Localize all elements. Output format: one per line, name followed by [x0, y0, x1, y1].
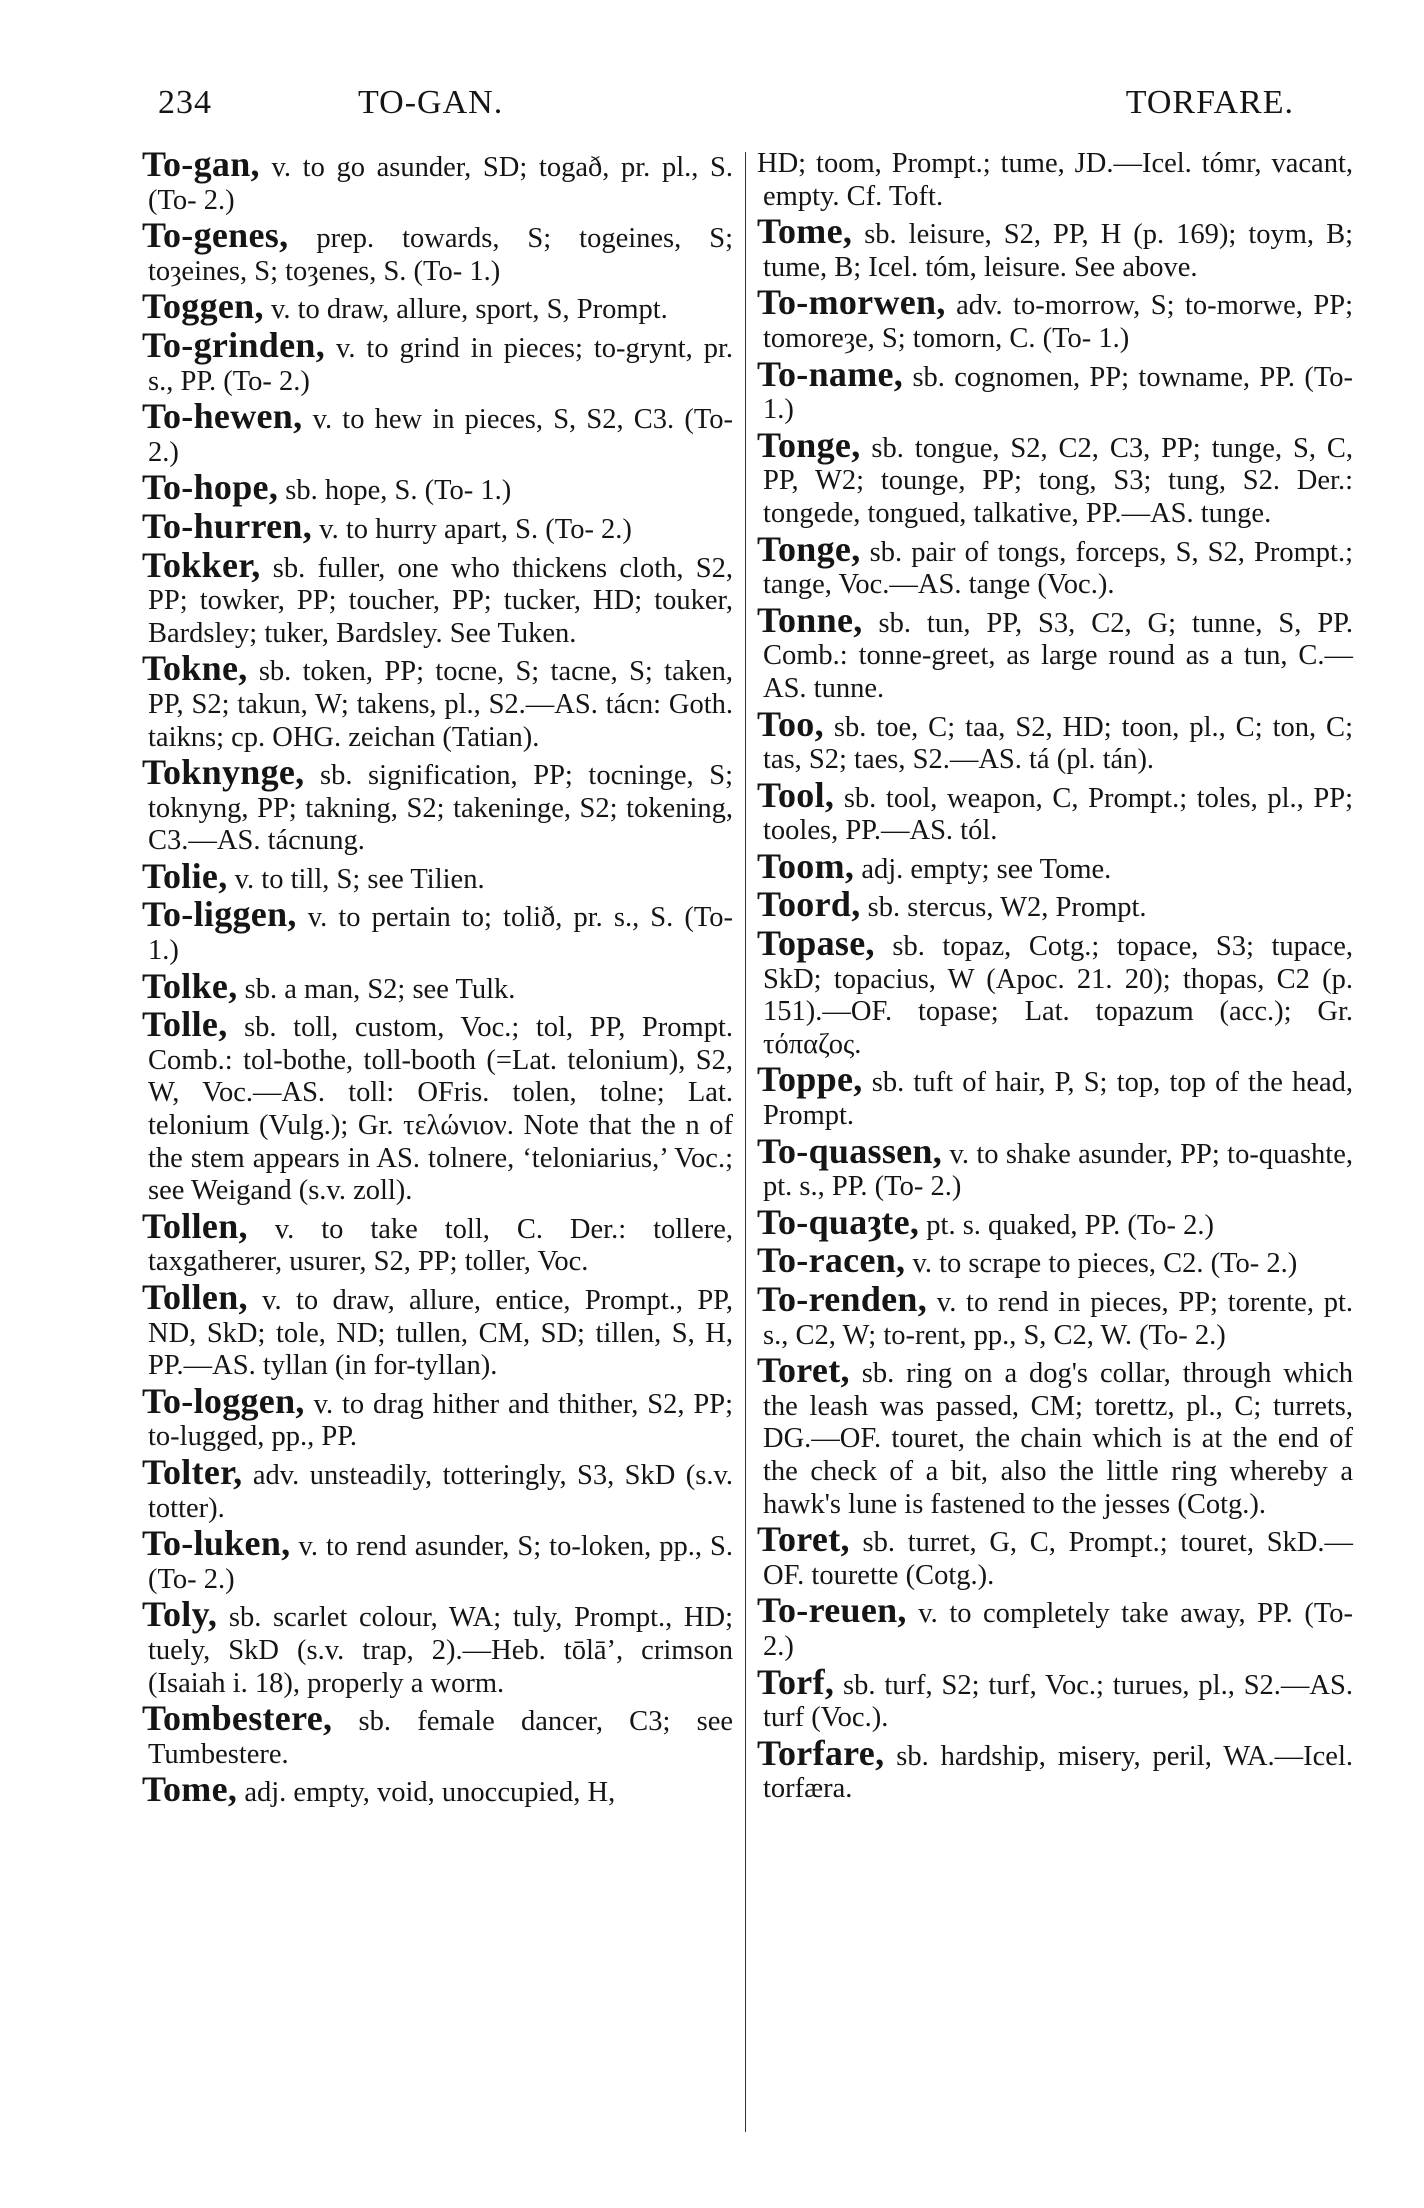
dictionary-entry	[757, 1661, 1353, 1735]
entry-definition: sb. pair of tongs, forceps, S, S2, Prompt.; tange, Voc.—AS. tange (Voc.).	[763, 536, 1353, 601]
dictionary-entry	[142, 1594, 733, 1700]
entry-headword: To-genes,	[142, 215, 289, 256]
entry-definition: v. to hurry apart, S. (To- 2.)	[312, 513, 632, 545]
dictionary-entry	[757, 1519, 1353, 1592]
dictionary-entry	[142, 324, 733, 398]
entry-headword: To-luken,	[142, 1523, 291, 1564]
dictionary-entry	[757, 884, 1353, 925]
dictionary-entry	[142, 467, 733, 508]
entry-headword: Toknynge,	[142, 752, 305, 793]
entry-definition: sb. ring on a dog's collar, through which the leash was passed, CM; torettz, pl., C; turrets, DG.—OF. touret, the chain which is at the end of the check of a bit, also the little ring whereby a hawk's lune is fastened to the jesses (Cotg.).	[763, 1358, 1353, 1520]
entry-definition: sb. turret, G, C, Prompt.; touret, SkD.—OF. tourette (Cotg.).	[763, 1527, 1353, 1591]
entry-headword: Tolter,	[142, 1451, 243, 1492]
dictionary-entry	[142, 1769, 733, 1810]
entry-headword: Tollen,	[142, 1205, 248, 1246]
entry-definition: v. to completely take away, PP. (To- 2.)	[763, 1598, 1353, 1662]
entry-definition: v. to drag hither and thither, S2, PP; to-lugged, pp., PP.	[148, 1388, 733, 1453]
entry-definition: v. to draw, allure, entice, Prompt., PP, ND, SkD; tole, ND; tullen, CM, SD; tillen, S, H, PP.—AS. tyllan (in for-tyllan).	[148, 1285, 733, 1382]
entry-headword: Topase,	[757, 923, 875, 964]
dictionary-entry	[142, 286, 733, 327]
entry-headword: To-hewen,	[142, 396, 303, 437]
dictionary-entry	[142, 1523, 733, 1596]
entry-definition: sb. signification, PP; tocninge, S; toknyng, PP; takning, S2; takeninge, S2; tokening, C3.—AS. tácnung.	[148, 760, 733, 857]
dictionary-entry	[757, 528, 1353, 602]
entry-headword: Toly,	[142, 1594, 218, 1635]
dictionary-entry	[142, 648, 733, 754]
entry-definition: sb. hope, S. (To- 1.)	[278, 475, 512, 507]
dictionary-entry	[757, 923, 1353, 1061]
entry-definition: sb. token, PP; tocne, S; tacne, S; taken, PP, S2; takun, W; takens, pl., S2.—AS. tácn: Goth. taikns; cp. OHG. zeichan (Tatian).	[148, 656, 733, 753]
entry-definition: v. to grind in pieces; to-grynt, pr. s., PP. (To- 2.)	[148, 332, 733, 397]
entry-headword: To-renden,	[757, 1279, 928, 1319]
dictionary-entry	[757, 845, 1353, 887]
entry-headword: Tombestere,	[142, 1698, 333, 1739]
dictionary-entry	[757, 1201, 1353, 1243]
entry-definition: adv. unsteadily, totteringly, S3, SkD (s.v. totter).	[148, 1459, 733, 1524]
entry-definition: v. to pertain to; tolið, pr. s., S. (To- 1.)	[148, 902, 733, 967]
entry-headword: Too,	[757, 703, 824, 744]
entry-definition: sb. tun, PP, S3, C2, G; tunne, S, PP. Comb.: tonne-greet, as large round as a tun, C.—AS. tunne.	[763, 607, 1353, 704]
dictionary-entry	[142, 215, 733, 288]
right-column	[757, 148, 1353, 1808]
dictionary-entry	[142, 1277, 733, 1383]
entry-definition: prep. towards, S; togeines, S; toȝeines, S; toȝenes, S. (To- 1.)	[148, 223, 733, 287]
header-first-entry: TO-GAN.	[358, 84, 504, 121]
entry-headword: Tome,	[757, 211, 853, 252]
entry-definition: sb. toll, custom, Voc.; tol, PP, Prompt. Comb.: tol-bothe, toll-booth (=Lat. telonium), S2, W, Voc.—AS. toll: OFris. tolen, tolne; Lat. telonium (Vulg.); Gr. τελώνιον. Note that the n of the stem appears in AS. tolnere, ‘teloniarius,’ Voc.; see Weigand (s.v. zoll).	[148, 1012, 733, 1207]
entry-definition: HD; toom, Prompt.; tume, JD.—Icel. tómr, vacant, empty. Cf. Toft.	[757, 148, 1353, 212]
entry-headword: Toom,	[757, 845, 855, 886]
entry-definition: v. to draw, allure, sport, S, Prompt.	[263, 294, 668, 326]
entry-headword: To-hurren,	[142, 505, 313, 546]
page-number: 234	[158, 84, 212, 121]
dictionary-entry	[757, 774, 1353, 848]
dictionary-entry	[757, 1350, 1353, 1521]
dictionary-entry	[757, 1130, 1353, 1204]
entry-headword: To-name,	[757, 353, 904, 394]
entry-definition: sb. stercus, W2, Prompt.	[860, 892, 1147, 924]
entry-definition: sb. turf, S2; turf, Voc.; turues, pl., S2.—AS. turf (Voc.).	[763, 1669, 1353, 1734]
entry-headword: Torfare,	[757, 1732, 885, 1773]
dictionary-entry	[757, 1059, 1353, 1132]
entry-headword: To-morwen,	[757, 282, 946, 323]
dictionary-entry	[142, 855, 733, 897]
entry-definition: v. to go asunder, SD; togað, pr. pl., S. (To- 2.)	[148, 152, 733, 216]
entry-headword: Toret,	[757, 1350, 850, 1391]
entry-definition: sb. scarlet colour, WA; tuly, Prompt., HD; tuely, SkD (s.v. trap, 2).—Heb. tōlāʼ, crimson (Isaiah i. 18), properly a worm.	[148, 1602, 733, 1699]
dictionary-entry	[142, 1205, 733, 1279]
entry-headword: To-racen,	[757, 1240, 906, 1281]
entry-definition: adj. empty, void, unoccupied, H,	[237, 1777, 616, 1809]
entry-headword: Tonge,	[757, 424, 861, 465]
entry-headword: To-grinden,	[142, 324, 326, 365]
dictionary-entry	[142, 1451, 733, 1525]
entry-headword: Tool,	[757, 774, 835, 815]
dictionary-entry	[142, 965, 733, 1007]
entry-definition: sb. tongue, S2, C2, C3, PP; tunge, S, C, PP, W2; tounge, PP; tong, S3; tung, S2. Der.: tongede, tongued, talkative, PP.—AS. tunge.	[763, 432, 1353, 529]
entry-headword: Torf,	[757, 1661, 835, 1702]
dictionary-entry	[757, 211, 1353, 284]
dictionary-entry	[142, 144, 733, 217]
dictionary-entry	[757, 353, 1353, 427]
entry-headword: To-hope,	[142, 467, 279, 508]
entry-definition: adj. empty; see Tome.	[854, 853, 1112, 885]
entry-definition: sb. female dancer, C3; see Tumbestere.	[148, 1706, 733, 1770]
column-divider	[745, 152, 746, 2132]
dictionary-entry	[142, 752, 733, 858]
running-header	[158, 84, 1294, 134]
dictionary-entry	[142, 894, 733, 967]
left-column	[142, 144, 733, 1812]
entry-headword: To-quassen,	[757, 1130, 943, 1171]
entry-definition: v. to rend in pieces, PP; torente, pt. s., C2, W; to-rent, pp., S, C2, W. (To- 2.)	[763, 1287, 1353, 1351]
entry-definition: sb. topaz, Cotg.; topace, S3; tupace, SkD; topacius, W (Apoc. 21. 20); thopas, C2 (p. 151).—OF. topase; Lat. topazum (acc.); Gr. τόπαζος.	[763, 931, 1353, 1060]
entry-definition: sb. toe, C; taa, S2, HD; toon, pl., C; ton, C; tas, S2; taes, S2.—AS. tá (pl. tán).	[763, 711, 1353, 776]
entry-definition: sb. leisure, S2, PP, H (p. 169); toym, B; tume, B; Icel. tóm, leisure. See above.	[763, 219, 1353, 283]
entry-definition: sb. hardship, misery, peril, WA.—Icel. torfæra.	[763, 1740, 1353, 1805]
dictionary-entry	[142, 396, 733, 469]
entry-definition: v. to scrape to pieces, C2. (To- 2.)	[905, 1248, 1298, 1280]
entry-headword: Tolie,	[142, 855, 228, 896]
entry-definition: v. to rend asunder, S; to-loken, pp., S. (To- 2.)	[148, 1531, 733, 1595]
dictionary-entry	[757, 1240, 1353, 1281]
dictionary-entry	[142, 1380, 733, 1454]
dictionary-entry	[757, 1732, 1353, 1806]
dictionary-entry	[757, 599, 1353, 706]
header-last-entry: TORFARE.	[1125, 84, 1294, 121]
entry-headword: To-quaȝte,	[757, 1201, 920, 1242]
dictionary-entry	[757, 148, 1353, 213]
dictionary-entry	[757, 1279, 1353, 1352]
entry-headword: To-reuen,	[757, 1590, 907, 1631]
dictionary-entry	[757, 1590, 1353, 1663]
entry-definition: sb. tuft of hair, P, S; top, top of the head, Prompt.	[763, 1067, 1353, 1132]
dictionary-entry	[142, 1004, 733, 1208]
dictionary-entry	[142, 1698, 733, 1771]
entry-headword: Tome,	[142, 1769, 238, 1810]
entry-headword: Tokne,	[142, 648, 248, 689]
entry-definition: v. to take toll, C. Der.: tollere, taxgatherer, usurer, S2, PP; toller, Voc.	[148, 1213, 733, 1278]
entry-headword: Tolle,	[142, 1004, 228, 1045]
entry-headword: Tonne,	[757, 599, 863, 640]
entry-headword: Tollen,	[142, 1277, 248, 1317]
entry-headword: Tokker,	[142, 544, 261, 585]
entry-headword: To-loggen,	[142, 1380, 305, 1421]
dictionary-entry	[757, 424, 1353, 531]
dictionary-entry	[757, 282, 1353, 355]
entry-headword: Toggen,	[142, 286, 264, 327]
entry-definition: sb. tool, weapon, C, Prompt.; toles, pl., PP; tooles, PP.—AS. tól.	[763, 782, 1353, 847]
entry-headword: Tolke,	[142, 965, 238, 1006]
entry-headword: To-liggen,	[142, 894, 297, 935]
dictionary-entry	[142, 544, 733, 651]
entry-headword: Toret,	[757, 1519, 850, 1560]
dictionary-entry	[757, 703, 1353, 777]
entry-definition: sb. fuller, one who thickens cloth, S2, PP; towker, PP; toucher, PP; tucker, HD; touker, Bardsley; tuker, Bardsley. See Tuken.	[148, 552, 733, 649]
entry-headword: Toord,	[757, 884, 861, 925]
entry-definition: v. to hew in pieces, S, S2, C3. (To- 2.)	[148, 404, 733, 468]
entry-definition: v. to till, S; see Tilien.	[227, 863, 485, 895]
entry-definition: adv. to-morrow, S; to-morwe, PP; tomoreȝe, S; tomorn, C. (To- 1.)	[763, 290, 1353, 354]
entry-definition: sb. a man, S2; see Tulk.	[237, 973, 516, 1005]
entry-headword: Tonge,	[757, 528, 861, 569]
entry-definition: pt. s. quaked, PP. (To- 2.)	[919, 1209, 1215, 1241]
entry-definition: sb. cognomen, PP; towname, PP. (To- 1.)	[763, 361, 1353, 426]
entry-headword: To-gan,	[142, 144, 260, 184]
entry-definition: v. to shake asunder, PP; to-quashte, pt. s., PP. (To- 2.)	[763, 1138, 1353, 1203]
entry-headword: Toppe,	[757, 1059, 863, 1100]
dictionary-entry	[142, 505, 733, 547]
